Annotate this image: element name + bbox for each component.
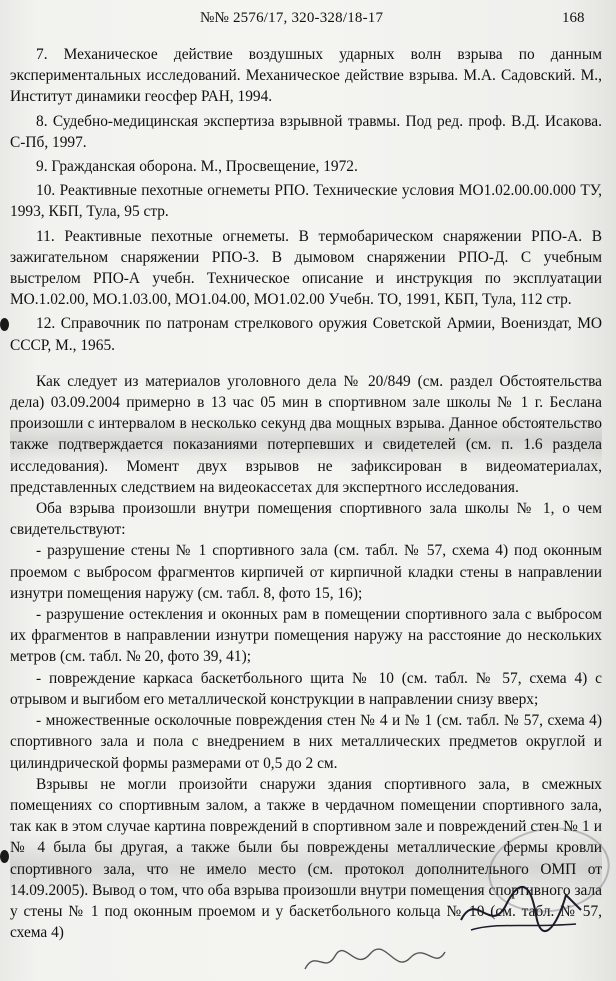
- handwritten-initials: [300, 944, 450, 978]
- paragraph-evidence-intro: Оба взрыва произошли внутри помещения спортивного зала школы № 1, о чем свидетельствуют:: [10, 500, 602, 539]
- evidence-item: - разрушение остекления и оконных рам в помещении спортивного зала с выбросом их фрагментов в направлении изнутри помещения наружу на расстояние до нескольких метров (см. табл. № 20, фото 39, 41);: [10, 606, 602, 666]
- evidence-item: - повреждение каркаса баскетбольного щита № 10 (см. табл. № 57, схема 4) с отрывом и выгибом его металлической конструкции в направлении снизу вверх;: [10, 669, 602, 708]
- paragraph-conclusion: Взрывы не могли произойти снаружи здания спортивного зала, в смежных помещениях со спортивным залом, а также в чердачном помещении спортивного зала, так как в этом случае картина повреждений в спортивном зале и повреждений стен № 1 и № 4 была бы другая, а также были бы повреждены металлические фермы кровли спортивного зала, что не имело место (см. протокол дополнительного ОМП от 14.09.2005). Вывод о том, что оба взрыва произошли внутри помещения спортивного зала у стены № 1 под оконным проемом и у баскетбольного кольца № 10 (см. табл. № 57, схема 4): [10, 774, 602, 944]
- spacer: [10, 359, 602, 371]
- page-number: 168: [562, 10, 585, 26]
- reference-item: 10. Реактивные пехотные огнеметы РПО. Технические условия МО1.02.00.00.000 ТУ, 1993, КБП, Тула, 95 стр.: [10, 182, 602, 221]
- handwritten-signature: [456, 880, 586, 940]
- reference-item: 8. Судебно-медицинская экспертиза взрывной травмы. Под ред. проф. В.Д. Исакова. С-Пб, 1997.: [10, 112, 602, 151]
- document-body: [10, 44, 602, 943]
- evidence-item: - множественные осколочные повреждения стен № 4 и № 1 (см. табл. № 57, схема 4) спортивного зала и пола с внедрением в них металлических предметов округлой и цилиндрической формы размерами от 0,5 до 2 см.: [10, 712, 602, 772]
- paragraph-explosion-facts: Как следует из материалов уголовного дела № 20/849 (см. раздел Обстоятельства дела) 03.09.2004 примерно в 13 час 05 мин в спортивном зале школы № 1 г. Беслана произошли с интервалом в несколько секунд два мощных взрыва. Данное обстоятельство также подтверждается показаниями потерпевших и свидетелей (см. п. 1.6 раздела исследования). Момент двух взрывов не зафиксирован в видеоматериалах, представленных следствием на видеокассетах для экспертного исследования.: [10, 371, 602, 498]
- page-header: [0, 6, 616, 28]
- reference-item: 9. Гражданская оборона. М., Просвещение, 1972.: [36, 158, 358, 176]
- case-numbers: №№ 2576/17, 320-328/18-17: [200, 10, 384, 26]
- reference-list: [10, 44, 602, 356]
- binder-hole-mark: [0, 318, 9, 331]
- reference-item: 7. Механическое действие воздушных ударных волн взрыва по данным экспериментальных исследований. Механическое действие взрыва. М.А. Садовский. М., Институт динамики геосфер РАН, 1994.: [10, 46, 602, 106]
- evidence-item: - разрушение стены № 1 спортивного зала (см. табл. № 57, схема 4) под оконным проемом с выбросом фрагментов кирпичей от кирпичной кладки стены в направлении изнутри помещения наружу (см. табл. 8, фото 15, 16);: [10, 542, 602, 602]
- binder-hole-mark: [0, 850, 9, 863]
- reference-item: 11. Реактивные пехотные огнеметы. В термобарическом снаряжении РПО-А. В зажигательном снаряжении РПО-З. В дымовом снаряжении РПО-Д. С учебным выстрелом РПО-А учебн. Техническое описание и инструкция по эксплуатации МО.1.02.00, МО.1.03.00, МО1.04.00, МО1.02.00 Учебн. ТО, 1991, КБП, Тула, 112 стр.: [10, 227, 602, 309]
- reference-item: 12. Справочник по патронам стрелкового оружия Советской Армии, Воениздат, МО СССР, М., 1965.: [10, 315, 602, 354]
